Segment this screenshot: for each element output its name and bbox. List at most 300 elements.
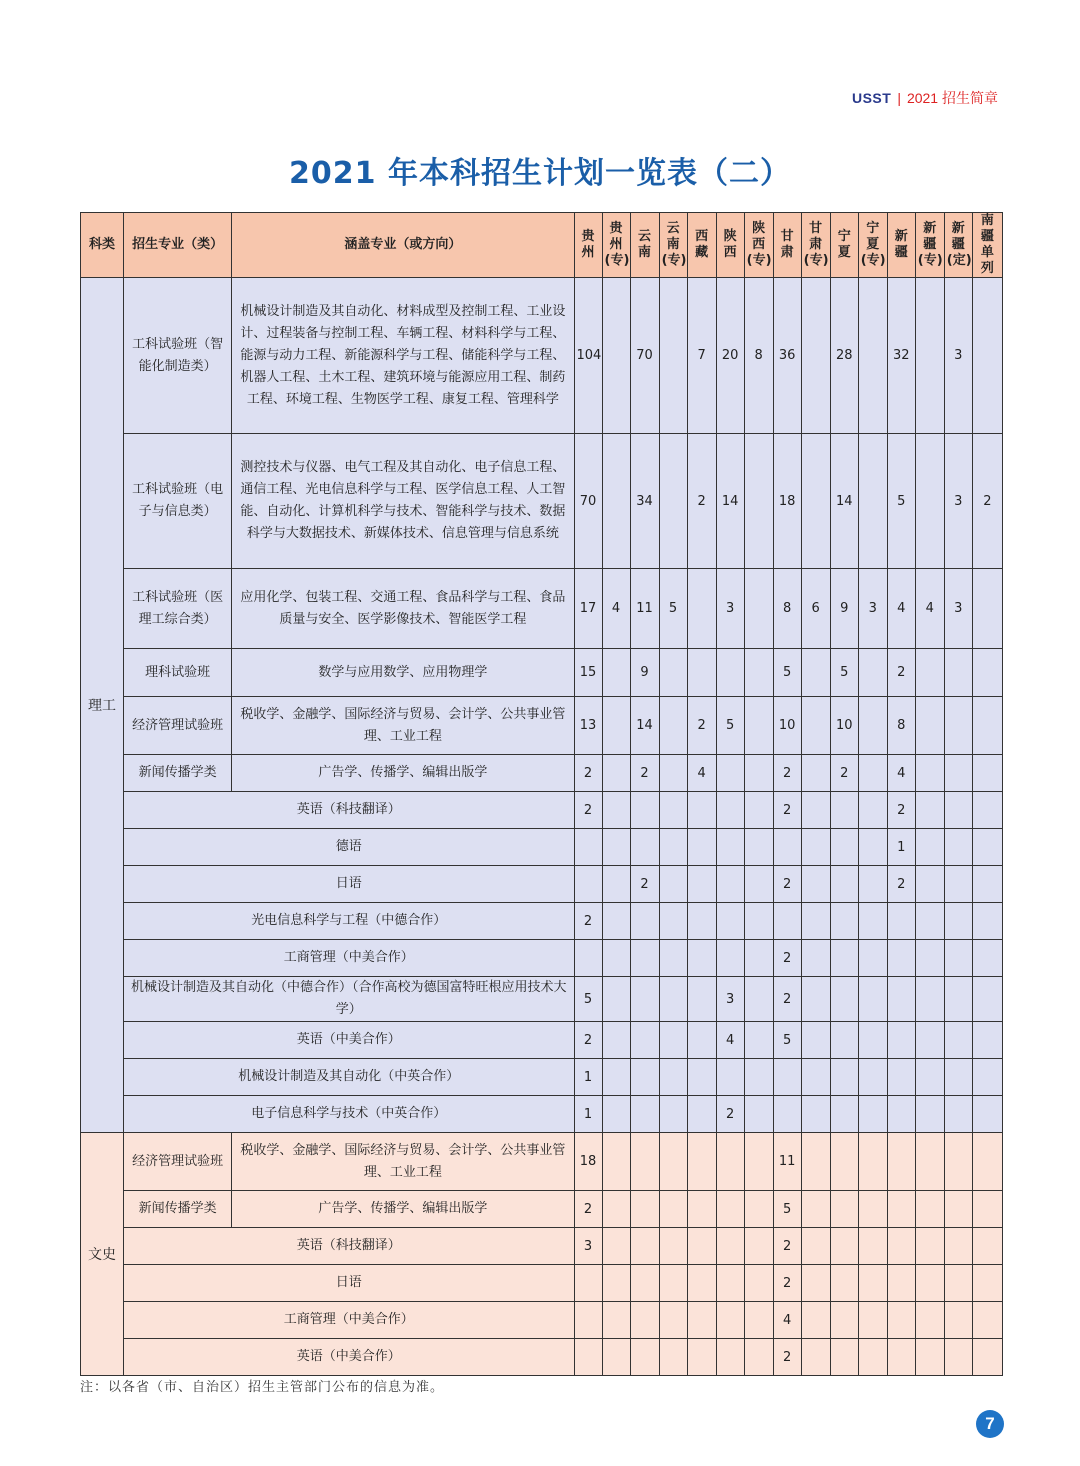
quota-cell xyxy=(602,1022,630,1059)
table-row xyxy=(81,1096,1003,1133)
quota-cell xyxy=(830,940,858,977)
quota-cell xyxy=(801,940,830,977)
quota-cell xyxy=(858,278,887,434)
quota-cell: 2 xyxy=(574,755,602,792)
quota-cell xyxy=(830,1191,858,1228)
quota-cell xyxy=(716,829,744,866)
page-title: 2021 年本科招生计划一览表（二） xyxy=(289,156,791,191)
quota-cell xyxy=(915,903,944,940)
quota-cell xyxy=(830,1302,858,1339)
province-name: 贵州 xyxy=(609,221,623,252)
quota-cell xyxy=(887,1059,915,1096)
quota-cell xyxy=(858,1022,887,1059)
quota-cell xyxy=(801,1339,830,1376)
quota-cell: 6 xyxy=(801,569,830,649)
quota-cell xyxy=(915,649,944,697)
quota-cell xyxy=(744,434,773,569)
major-cell: 经济管理试验班 xyxy=(124,697,232,755)
quota-cell xyxy=(944,1302,972,1339)
quota-cell xyxy=(915,1022,944,1059)
quota-cell xyxy=(858,1228,887,1265)
quota-cell xyxy=(602,1059,630,1096)
quota-cell: 2 xyxy=(773,977,801,1022)
quota-cell xyxy=(659,977,687,1022)
quota-cell xyxy=(801,1302,830,1339)
quota-cell xyxy=(574,1302,602,1339)
category-cell: 文史 xyxy=(81,1133,124,1376)
major-cell: 英语（中美合作） xyxy=(124,1022,574,1059)
quota-cell xyxy=(716,1265,744,1302)
quota-cell: 14 xyxy=(716,434,744,569)
column-header-province xyxy=(602,213,630,278)
quota-cell: 8 xyxy=(773,569,801,649)
quota-cell: 2 xyxy=(830,755,858,792)
province-name: 南疆 xyxy=(980,213,994,244)
table-row xyxy=(81,434,1003,569)
quota-cell xyxy=(944,1191,972,1228)
quota-cell xyxy=(602,829,630,866)
quota-cell xyxy=(915,278,944,434)
quota-cell xyxy=(744,697,773,755)
quota-cell xyxy=(972,1059,1002,1096)
province-name: 陕西 xyxy=(723,229,737,260)
quota-cell xyxy=(659,866,687,903)
quota-cell xyxy=(602,1228,630,1265)
quota-cell: 104 xyxy=(574,278,602,434)
quota-cell xyxy=(887,1191,915,1228)
quota-cell: 8 xyxy=(887,697,915,755)
quota-cell: 18 xyxy=(574,1133,602,1191)
column-header-province xyxy=(744,213,773,278)
table-row xyxy=(81,697,1003,755)
quota-cell xyxy=(972,755,1002,792)
quota-cell xyxy=(972,649,1002,697)
province-qualifier: (专) xyxy=(661,253,687,268)
province-qualifier: (专) xyxy=(803,253,829,268)
quota-cell xyxy=(887,1096,915,1133)
quota-cell xyxy=(659,1022,687,1059)
quota-cell: 18 xyxy=(773,434,801,569)
quota-cell: 20 xyxy=(716,278,744,434)
quota-cell xyxy=(944,1096,972,1133)
table-row xyxy=(81,1059,1003,1096)
quota-cell xyxy=(801,1133,830,1191)
quota-cell xyxy=(972,1265,1002,1302)
quota-cell xyxy=(858,1302,887,1339)
column-header-province xyxy=(801,213,830,278)
quota-cell xyxy=(630,1133,659,1191)
quota-cell xyxy=(630,1302,659,1339)
quota-cell xyxy=(659,1191,687,1228)
quota-cell: 14 xyxy=(830,434,858,569)
major-cell: 光电信息科学与工程（中德合作） xyxy=(124,903,574,940)
quota-cell: 28 xyxy=(830,278,858,434)
coverage-cell: 应用化学、包装工程、交通工程、食品科学与工程、食品质量与安全、医学影像技术、智能医学工程 xyxy=(232,569,574,649)
table-row xyxy=(81,1133,1003,1191)
quota-cell xyxy=(602,697,630,755)
quota-cell xyxy=(659,1302,687,1339)
quota-cell xyxy=(744,1022,773,1059)
major-cell: 电子信息科学与技术（中英合作） xyxy=(124,1096,574,1133)
quota-cell: 70 xyxy=(630,278,659,434)
quota-cell: 2 xyxy=(574,792,602,829)
column-header-province xyxy=(944,213,972,278)
table-row xyxy=(81,1302,1003,1339)
quota-cell: 3 xyxy=(858,569,887,649)
quota-cell xyxy=(659,755,687,792)
table-row xyxy=(81,940,1003,977)
major-cell: 工科试验班（智能化制造类） xyxy=(124,278,232,434)
quota-cell xyxy=(972,569,1002,649)
quota-cell: 15 xyxy=(574,649,602,697)
quota-cell xyxy=(801,866,830,903)
quota-cell xyxy=(602,755,630,792)
quota-cell xyxy=(887,1022,915,1059)
quota-cell xyxy=(630,829,659,866)
quota-cell: 1 xyxy=(887,829,915,866)
quota-cell xyxy=(801,1096,830,1133)
quota-cell xyxy=(915,697,944,755)
major-cell: 工商管理（中美合作） xyxy=(124,940,574,977)
quota-cell: 2 xyxy=(773,1265,801,1302)
quota-cell xyxy=(972,697,1002,755)
quota-cell: 9 xyxy=(830,569,858,649)
table-row xyxy=(81,1265,1003,1302)
quota-cell xyxy=(972,1133,1002,1191)
quota-cell: 1 xyxy=(574,1096,602,1133)
quota-cell: 2 xyxy=(773,1339,801,1376)
quota-cell: 5 xyxy=(716,697,744,755)
province-name: 甘肃 xyxy=(809,221,823,252)
quota-cell xyxy=(716,903,744,940)
quota-cell xyxy=(915,434,944,569)
quota-cell xyxy=(972,829,1002,866)
quota-cell xyxy=(858,755,887,792)
province-name: 新疆 xyxy=(923,221,937,252)
quota-cell: 14 xyxy=(630,697,659,755)
quota-cell: 5 xyxy=(830,649,858,697)
quota-cell: 2 xyxy=(630,755,659,792)
quota-cell xyxy=(887,977,915,1022)
quota-cell xyxy=(915,1228,944,1265)
quota-cell: 70 xyxy=(574,434,602,569)
quota-cell xyxy=(716,1133,744,1191)
quota-cell: 3 xyxy=(944,434,972,569)
quota-cell xyxy=(744,569,773,649)
quota-cell xyxy=(602,1133,630,1191)
quota-cell xyxy=(659,792,687,829)
quota-cell xyxy=(915,1302,944,1339)
quota-cell xyxy=(887,1133,915,1191)
quota-cell xyxy=(687,1059,716,1096)
quota-cell: 2 xyxy=(773,940,801,977)
quota-cell xyxy=(744,1228,773,1265)
province-name: 贵州 xyxy=(581,229,595,260)
quota-cell xyxy=(602,1191,630,1228)
quota-cell xyxy=(659,1339,687,1376)
quota-cell xyxy=(801,1022,830,1059)
quota-cell xyxy=(630,1059,659,1096)
quota-cell xyxy=(630,1265,659,1302)
coverage-cell: 广告学、传播学、编辑出版学 xyxy=(232,1191,574,1228)
province-qualifier: (专) xyxy=(860,253,886,268)
enrollment-plan-table xyxy=(80,212,1003,1376)
quota-cell xyxy=(858,1265,887,1302)
coverage-cell: 税收学、金融学、国际经济与贸易、会计学、公共事业管理、工业工程 xyxy=(232,697,574,755)
quota-cell xyxy=(687,1302,716,1339)
major-cell: 经济管理试验班 xyxy=(124,1133,232,1191)
column-header-province xyxy=(659,213,687,278)
province-name: 宁夏 xyxy=(866,221,880,252)
quota-cell xyxy=(574,866,602,903)
quota-cell: 4 xyxy=(887,755,915,792)
category-cell: 理工 xyxy=(81,278,124,1133)
quota-cell xyxy=(915,977,944,1022)
quota-cell xyxy=(944,1265,972,1302)
quota-cell xyxy=(915,1339,944,1376)
table-header xyxy=(81,213,1003,278)
quota-cell: 2 xyxy=(687,697,716,755)
quota-cell xyxy=(716,1059,744,1096)
quota-cell xyxy=(887,1339,915,1376)
quota-cell xyxy=(858,649,887,697)
quota-cell xyxy=(915,1265,944,1302)
quota-cell xyxy=(773,1059,801,1096)
table-row xyxy=(81,1022,1003,1059)
quota-cell xyxy=(972,792,1002,829)
province-qualifier: 单列 xyxy=(980,245,994,276)
quota-cell xyxy=(944,1133,972,1191)
quota-cell: 2 xyxy=(887,792,915,829)
quota-cell xyxy=(716,1339,744,1376)
quota-cell xyxy=(830,1133,858,1191)
quota-cell xyxy=(858,903,887,940)
quota-cell xyxy=(830,1228,858,1265)
quota-cell: 5 xyxy=(887,434,915,569)
major-cell: 工商管理（中美合作） xyxy=(124,1302,574,1339)
quota-cell xyxy=(858,434,887,569)
province-name: 新疆 xyxy=(951,221,965,252)
column-header-province xyxy=(887,213,915,278)
major-cell: 理科试验班 xyxy=(124,649,232,697)
quota-cell xyxy=(972,977,1002,1022)
quota-cell xyxy=(972,278,1002,434)
major-cell: 日语 xyxy=(124,866,574,903)
quota-cell: 2 xyxy=(574,1191,602,1228)
province-qualifier: (专) xyxy=(604,253,630,268)
table-row xyxy=(81,977,1003,1022)
major-cell: 英语（中美合作） xyxy=(124,1339,574,1376)
arts-group xyxy=(81,1133,1003,1376)
quota-cell xyxy=(915,1133,944,1191)
column-header-province xyxy=(773,213,801,278)
quota-cell xyxy=(830,1339,858,1376)
quota-cell xyxy=(944,829,972,866)
quota-cell xyxy=(716,649,744,697)
quota-cell xyxy=(744,1191,773,1228)
quota-cell xyxy=(773,903,801,940)
quota-cell xyxy=(744,829,773,866)
quota-cell xyxy=(972,903,1002,940)
quota-cell xyxy=(773,829,801,866)
quota-cell xyxy=(602,1339,630,1376)
quota-cell xyxy=(972,1022,1002,1059)
quota-cell xyxy=(687,569,716,649)
province-qualifier: (专) xyxy=(746,253,772,268)
quota-cell xyxy=(801,903,830,940)
quota-cell xyxy=(915,755,944,792)
quota-cell: 5 xyxy=(659,569,687,649)
quota-cell xyxy=(858,792,887,829)
quota-cell: 2 xyxy=(887,649,915,697)
column-header-province xyxy=(716,213,744,278)
quota-cell: 2 xyxy=(716,1096,744,1133)
quota-cell xyxy=(858,1339,887,1376)
column-header-province xyxy=(630,213,659,278)
quota-cell xyxy=(858,697,887,755)
quota-cell xyxy=(915,829,944,866)
column-header-major: 招生专业（类） xyxy=(124,213,232,278)
quota-cell: 7 xyxy=(687,278,716,434)
quota-cell xyxy=(801,1228,830,1265)
quota-cell: 2 xyxy=(972,434,1002,569)
quota-cell: 11 xyxy=(630,569,659,649)
quota-cell: 9 xyxy=(630,649,659,697)
province-name: 陕西 xyxy=(752,221,766,252)
quota-cell xyxy=(801,792,830,829)
quota-cell xyxy=(887,940,915,977)
quota-cell xyxy=(687,1096,716,1133)
column-header-province xyxy=(574,213,602,278)
table-row xyxy=(81,755,1003,792)
quota-cell xyxy=(801,649,830,697)
guide-title: 2021 招生简章 xyxy=(906,90,998,106)
quota-cell: 32 xyxy=(887,278,915,434)
quota-cell xyxy=(944,866,972,903)
column-header-province xyxy=(830,213,858,278)
quota-cell xyxy=(602,940,630,977)
quota-cell xyxy=(659,649,687,697)
quota-cell xyxy=(887,903,915,940)
quota-cell xyxy=(915,1059,944,1096)
quota-cell xyxy=(602,1096,630,1133)
major-cell: 工科试验班（医理工综合类） xyxy=(124,569,232,649)
quota-cell xyxy=(716,1228,744,1265)
province-name: 西藏 xyxy=(695,229,709,260)
quota-cell xyxy=(744,755,773,792)
table-row xyxy=(81,649,1003,697)
quota-cell xyxy=(687,940,716,977)
quota-cell: 3 xyxy=(944,569,972,649)
header-separator: | xyxy=(897,90,901,106)
column-header-province xyxy=(972,213,1002,278)
quota-cell xyxy=(630,1339,659,1376)
quota-cell xyxy=(887,1228,915,1265)
quota-cell xyxy=(944,755,972,792)
quota-cell xyxy=(915,1096,944,1133)
quota-cell xyxy=(830,977,858,1022)
table-row xyxy=(81,1228,1003,1265)
quota-cell xyxy=(744,1302,773,1339)
quota-cell xyxy=(659,1265,687,1302)
quota-cell: 2 xyxy=(630,866,659,903)
quota-cell: 2 xyxy=(687,434,716,569)
quota-cell: 4 xyxy=(602,569,630,649)
quota-cell xyxy=(630,1228,659,1265)
quota-cell xyxy=(744,1265,773,1302)
quota-cell xyxy=(801,977,830,1022)
quota-cell xyxy=(801,278,830,434)
column-header-province xyxy=(858,213,887,278)
quota-cell xyxy=(602,866,630,903)
quota-cell: 10 xyxy=(830,697,858,755)
quota-cell xyxy=(574,829,602,866)
quota-cell xyxy=(687,1133,716,1191)
quota-cell xyxy=(858,1059,887,1096)
quota-cell xyxy=(773,1096,801,1133)
quota-cell xyxy=(972,1191,1002,1228)
major-cell: 新闻传播学类 xyxy=(124,755,232,792)
quota-cell xyxy=(687,866,716,903)
quota-cell xyxy=(574,1339,602,1376)
quota-cell xyxy=(659,829,687,866)
table-row xyxy=(81,278,1003,434)
quota-cell xyxy=(944,1228,972,1265)
quota-cell xyxy=(944,697,972,755)
major-cell: 日语 xyxy=(124,1265,574,1302)
quota-cell xyxy=(858,977,887,1022)
quota-cell xyxy=(830,903,858,940)
quota-cell: 4 xyxy=(773,1302,801,1339)
quota-cell xyxy=(574,1265,602,1302)
table-row xyxy=(81,569,1003,649)
page-number-badge: 7 xyxy=(976,1410,1004,1438)
major-cell: 英语（科技翻译） xyxy=(124,1228,574,1265)
quota-cell xyxy=(602,278,630,434)
quota-cell: 2 xyxy=(773,792,801,829)
quota-cell xyxy=(801,829,830,866)
quota-cell xyxy=(972,866,1002,903)
quota-cell xyxy=(659,940,687,977)
quota-cell: 2 xyxy=(773,866,801,903)
quota-cell xyxy=(744,1133,773,1191)
quota-cell xyxy=(915,866,944,903)
coverage-cell: 测控技术与仪器、电气工程及其自动化、电子信息工程、通信工程、光电信息科学与工程、医学信息工程、人工智能、自动化、计算机科学与技术、智能科学与技术、数据科学与大数据技术、新媒体技术、信息管理与信息系统 xyxy=(232,434,574,569)
science-group xyxy=(81,278,1003,1133)
quota-cell: 4 xyxy=(716,1022,744,1059)
major-cell: 新闻传播学类 xyxy=(124,1191,232,1228)
quota-cell xyxy=(801,1191,830,1228)
quota-cell xyxy=(687,977,716,1022)
major-cell: 机械设计制造及其自动化（中英合作） xyxy=(124,1059,574,1096)
quota-cell xyxy=(972,1339,1002,1376)
quota-cell xyxy=(602,1265,630,1302)
quota-cell: 36 xyxy=(773,278,801,434)
quota-cell xyxy=(744,940,773,977)
quota-cell xyxy=(801,1265,830,1302)
quota-cell xyxy=(801,755,830,792)
quota-cell xyxy=(972,1228,1002,1265)
coverage-cell: 机械设计制造及其自动化、材料成型及控制工程、工业设计、过程装备与控制工程、车辆工程、材料科学与工程、能源与动力工程、新能源科学与工程、储能科学与工程、机器人工程、土木工程、建筑环境与能源应用工程、制药工程、环境工程、生物医学工程、康复工程、管理科学 xyxy=(232,278,574,434)
quota-cell xyxy=(944,1339,972,1376)
quota-cell: 1 xyxy=(574,1059,602,1096)
quota-cell: 4 xyxy=(915,569,944,649)
major-cell: 德语 xyxy=(124,829,574,866)
quota-cell: 2 xyxy=(887,866,915,903)
quota-cell xyxy=(915,940,944,977)
quota-cell xyxy=(630,977,659,1022)
quota-cell: 13 xyxy=(574,697,602,755)
